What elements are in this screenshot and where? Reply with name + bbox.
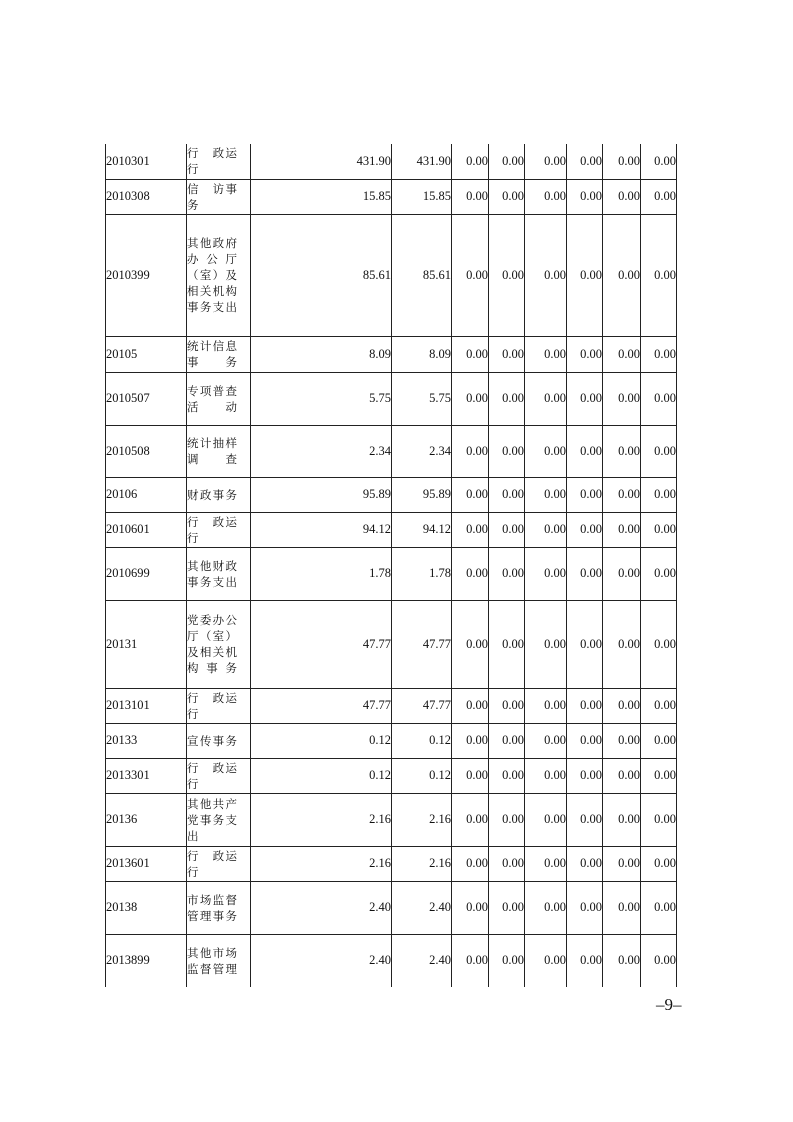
basic-expenditure-cell: 2.16 bbox=[392, 846, 452, 881]
amount-cell: 0.00 bbox=[567, 372, 603, 425]
subject-code-cell: 20131 bbox=[106, 600, 187, 688]
subject-name-text: 专项普查活动 bbox=[187, 383, 237, 414]
amount-cell: 0.00 bbox=[641, 336, 677, 372]
subject-name-text: 行 政运行 bbox=[187, 760, 237, 791]
amount-cell: 0.00 bbox=[525, 179, 567, 214]
amount-cell: 0.00 bbox=[452, 793, 489, 846]
amount-cell: 0.00 bbox=[489, 600, 525, 688]
amount-cell: 0.00 bbox=[641, 425, 677, 477]
amount-cell: 0.00 bbox=[603, 425, 641, 477]
amount-cell: 0.00 bbox=[641, 477, 677, 512]
subject-name-text: 其他共产党事务支出 bbox=[187, 796, 237, 843]
amount-cell: 0.00 bbox=[567, 881, 603, 934]
total-cell: 47.77 bbox=[251, 688, 392, 723]
table-row bbox=[106, 688, 677, 723]
amount-cell: 0.00 bbox=[567, 688, 603, 723]
amount-cell: 0.00 bbox=[641, 512, 677, 547]
amount-cell: 0.00 bbox=[525, 723, 567, 758]
amount-cell: 0.00 bbox=[641, 372, 677, 425]
amount-cell: 0.00 bbox=[603, 934, 641, 987]
amount-cell: 0.00 bbox=[567, 793, 603, 846]
basic-expenditure-cell: 0.12 bbox=[392, 723, 452, 758]
subject-name-text: 行 政运行 bbox=[187, 690, 237, 721]
amount-cell: 0.00 bbox=[567, 214, 603, 336]
total-cell: 2.40 bbox=[251, 881, 392, 934]
page-number: –9– bbox=[656, 995, 682, 1014]
amount-cell: 0.00 bbox=[525, 336, 567, 372]
amount-cell: 0.00 bbox=[525, 144, 567, 179]
amount-cell: 0.00 bbox=[641, 846, 677, 881]
subject-name-cell bbox=[187, 793, 251, 846]
amount-cell: 0.00 bbox=[452, 336, 489, 372]
amount-cell: 0.00 bbox=[567, 512, 603, 547]
subject-name-cell bbox=[187, 372, 251, 425]
subject-code-cell: 2010507 bbox=[106, 372, 187, 425]
amount-cell: 0.00 bbox=[525, 881, 567, 934]
subject-code-cell: 2010399 bbox=[106, 214, 187, 336]
subject-code-cell: 20133 bbox=[106, 723, 187, 758]
amount-cell: 0.00 bbox=[452, 688, 489, 723]
amount-cell: 0.00 bbox=[452, 477, 489, 512]
total-cell: 0.12 bbox=[251, 723, 392, 758]
total-cell: 95.89 bbox=[251, 477, 392, 512]
table-row bbox=[106, 846, 677, 881]
budget-table bbox=[105, 144, 677, 987]
total-cell: 2.40 bbox=[251, 934, 392, 987]
table-row bbox=[106, 547, 677, 600]
total-cell: 431.90 bbox=[251, 144, 392, 179]
table-row bbox=[106, 179, 677, 214]
amount-cell: 0.00 bbox=[525, 547, 567, 600]
subject-name-cell bbox=[187, 688, 251, 723]
amount-cell: 0.00 bbox=[489, 477, 525, 512]
amount-cell: 0.00 bbox=[641, 881, 677, 934]
basic-expenditure-cell: 85.61 bbox=[392, 214, 452, 336]
amount-cell: 0.00 bbox=[641, 144, 677, 179]
total-cell: 15.85 bbox=[251, 179, 392, 214]
subject-name-cell bbox=[187, 144, 251, 179]
subject-name-text: 行 政运行 bbox=[187, 514, 237, 545]
amount-cell: 0.00 bbox=[489, 214, 525, 336]
subject-code-cell: 2013101 bbox=[106, 688, 187, 723]
subject-name-text: 统计信息事务 bbox=[187, 339, 237, 369]
amount-cell: 0.00 bbox=[567, 723, 603, 758]
subject-name-cell bbox=[187, 846, 251, 881]
subject-name-text: 市场监督管理事务 bbox=[187, 892, 237, 923]
basic-expenditure-cell: 15.85 bbox=[392, 179, 452, 214]
amount-cell: 0.00 bbox=[489, 547, 525, 600]
amount-cell: 0.00 bbox=[603, 793, 641, 846]
table-row bbox=[106, 881, 677, 934]
amount-cell: 0.00 bbox=[452, 600, 489, 688]
amount-cell: 0.00 bbox=[603, 846, 641, 881]
subject-name-text: 行 政运行 bbox=[187, 848, 237, 879]
amount-cell: 0.00 bbox=[641, 179, 677, 214]
basic-expenditure-cell: 47.77 bbox=[392, 688, 452, 723]
amount-cell: 0.00 bbox=[603, 477, 641, 512]
subject-name-cell bbox=[187, 425, 251, 477]
subject-name-cell bbox=[187, 758, 251, 793]
subject-name-text: 财政事务 bbox=[187, 487, 237, 502]
subject-name-text: 其他财政事务支出 bbox=[187, 558, 237, 589]
table-row bbox=[106, 425, 677, 477]
amount-cell: 0.00 bbox=[452, 512, 489, 547]
amount-cell: 0.00 bbox=[489, 758, 525, 793]
amount-cell: 0.00 bbox=[567, 934, 603, 987]
amount-cell: 0.00 bbox=[641, 547, 677, 600]
table-row bbox=[106, 793, 677, 846]
subject-name-cell bbox=[187, 934, 251, 987]
total-cell: 85.61 bbox=[251, 214, 392, 336]
amount-cell: 0.00 bbox=[567, 477, 603, 512]
amount-cell: 0.00 bbox=[603, 881, 641, 934]
amount-cell: 0.00 bbox=[525, 600, 567, 688]
amount-cell: 0.00 bbox=[452, 723, 489, 758]
table-row bbox=[106, 600, 677, 688]
amount-cell: 0.00 bbox=[603, 144, 641, 179]
amount-cell: 0.00 bbox=[641, 793, 677, 846]
amount-cell: 0.00 bbox=[525, 372, 567, 425]
subject-code-cell: 2013601 bbox=[106, 846, 187, 881]
basic-expenditure-cell: 2.16 bbox=[392, 793, 452, 846]
amount-cell: 0.00 bbox=[603, 336, 641, 372]
subject-code-cell: 2010508 bbox=[106, 425, 187, 477]
amount-cell: 0.00 bbox=[489, 512, 525, 547]
amount-cell: 0.00 bbox=[489, 688, 525, 723]
amount-cell: 0.00 bbox=[567, 846, 603, 881]
amount-cell: 0.00 bbox=[641, 934, 677, 987]
amount-cell: 0.00 bbox=[603, 214, 641, 336]
total-cell: 5.75 bbox=[251, 372, 392, 425]
total-cell: 47.77 bbox=[251, 600, 392, 688]
basic-expenditure-cell: 95.89 bbox=[392, 477, 452, 512]
subject-name-cell bbox=[187, 179, 251, 214]
amount-cell: 0.00 bbox=[525, 688, 567, 723]
amount-cell: 0.00 bbox=[452, 214, 489, 336]
basic-expenditure-cell: 2.40 bbox=[392, 881, 452, 934]
table-row bbox=[106, 336, 677, 372]
subject-name-cell bbox=[187, 214, 251, 336]
amount-cell: 0.00 bbox=[525, 425, 567, 477]
amount-cell: 0.00 bbox=[525, 477, 567, 512]
amount-cell: 0.00 bbox=[489, 425, 525, 477]
amount-cell: 0.00 bbox=[525, 793, 567, 846]
amount-cell: 0.00 bbox=[452, 881, 489, 934]
total-cell: 0.12 bbox=[251, 758, 392, 793]
subject-name-text: 宣传事务 bbox=[187, 733, 237, 748]
total-cell: 2.16 bbox=[251, 846, 392, 881]
subject-name-cell bbox=[187, 723, 251, 758]
amount-cell: 0.00 bbox=[452, 144, 489, 179]
table-body bbox=[106, 144, 677, 987]
subject-code-cell: 2010301 bbox=[106, 144, 187, 179]
basic-expenditure-cell: 2.34 bbox=[392, 425, 452, 477]
amount-cell: 0.00 bbox=[603, 512, 641, 547]
subject-code-cell: 2013899 bbox=[106, 934, 187, 987]
amount-cell: 0.00 bbox=[641, 214, 677, 336]
basic-expenditure-cell: 94.12 bbox=[392, 512, 452, 547]
amount-cell: 0.00 bbox=[603, 600, 641, 688]
subject-code-cell: 20136 bbox=[106, 793, 187, 846]
table-row bbox=[106, 934, 677, 987]
amount-cell: 0.00 bbox=[489, 372, 525, 425]
amount-cell: 0.00 bbox=[603, 547, 641, 600]
amount-cell: 0.00 bbox=[567, 179, 603, 214]
amount-cell: 0.00 bbox=[489, 793, 525, 846]
amount-cell: 0.00 bbox=[603, 723, 641, 758]
amount-cell: 0.00 bbox=[567, 144, 603, 179]
total-cell: 2.34 bbox=[251, 425, 392, 477]
amount-cell: 0.00 bbox=[452, 846, 489, 881]
subject-name-cell bbox=[187, 881, 251, 934]
basic-expenditure-cell: 431.90 bbox=[392, 144, 452, 179]
basic-expenditure-cell: 0.12 bbox=[392, 758, 452, 793]
amount-cell: 0.00 bbox=[567, 336, 603, 372]
subject-name-text: 信 访事务 bbox=[187, 181, 237, 212]
subject-code-cell: 20106 bbox=[106, 477, 187, 512]
table-row bbox=[106, 723, 677, 758]
subject-name-cell bbox=[187, 512, 251, 547]
amount-cell: 0.00 bbox=[452, 758, 489, 793]
amount-cell: 0.00 bbox=[641, 723, 677, 758]
subject-name-cell bbox=[187, 336, 251, 372]
table-row bbox=[106, 144, 677, 179]
amount-cell: 0.00 bbox=[452, 425, 489, 477]
amount-cell: 0.00 bbox=[567, 425, 603, 477]
subject-name-cell bbox=[187, 600, 251, 688]
amount-cell: 0.00 bbox=[641, 688, 677, 723]
amount-cell: 0.00 bbox=[489, 846, 525, 881]
amount-cell: 0.00 bbox=[641, 600, 677, 688]
amount-cell: 0.00 bbox=[489, 881, 525, 934]
total-cell: 8.09 bbox=[251, 336, 392, 372]
total-cell: 2.16 bbox=[251, 793, 392, 846]
amount-cell: 0.00 bbox=[489, 934, 525, 987]
amount-cell: 0.00 bbox=[525, 512, 567, 547]
amount-cell: 0.00 bbox=[567, 758, 603, 793]
amount-cell: 0.00 bbox=[603, 372, 641, 425]
subject-name-text: 行 政运行 bbox=[187, 146, 237, 177]
total-cell: 94.12 bbox=[251, 512, 392, 547]
basic-expenditure-cell: 8.09 bbox=[392, 336, 452, 372]
table-row bbox=[106, 477, 677, 512]
amount-cell: 0.00 bbox=[525, 758, 567, 793]
basic-expenditure-cell: 1.78 bbox=[392, 547, 452, 600]
amount-cell: 0.00 bbox=[489, 179, 525, 214]
amount-cell: 0.00 bbox=[452, 934, 489, 987]
amount-cell: 0.00 bbox=[452, 179, 489, 214]
amount-cell: 0.00 bbox=[489, 144, 525, 179]
table-row bbox=[106, 214, 677, 336]
basic-expenditure-cell: 5.75 bbox=[392, 372, 452, 425]
amount-cell: 0.00 bbox=[603, 688, 641, 723]
subject-name-cell bbox=[187, 547, 251, 600]
amount-cell: 0.00 bbox=[525, 934, 567, 987]
amount-cell: 0.00 bbox=[452, 547, 489, 600]
basic-expenditure-cell: 47.77 bbox=[392, 600, 452, 688]
subject-code-cell: 20105 bbox=[106, 336, 187, 372]
amount-cell: 0.00 bbox=[489, 336, 525, 372]
amount-cell: 0.00 bbox=[641, 758, 677, 793]
amount-cell: 0.00 bbox=[489, 723, 525, 758]
amount-cell: 0.00 bbox=[567, 600, 603, 688]
subject-code-cell: 20138 bbox=[106, 881, 187, 934]
amount-cell: 0.00 bbox=[567, 547, 603, 600]
table-row bbox=[106, 512, 677, 547]
subject-code-cell: 2010601 bbox=[106, 512, 187, 547]
subject-name-text: 其他政府办公厅（室）及相关机构事务支出 bbox=[187, 236, 237, 314]
subject-name-text: 其他市场监督管理 bbox=[187, 945, 237, 976]
total-cell: 1.78 bbox=[251, 547, 392, 600]
subject-name-text: 统计抽样调查 bbox=[187, 436, 237, 466]
subject-code-cell: 2010699 bbox=[106, 547, 187, 600]
subject-name-cell bbox=[187, 477, 251, 512]
table-row bbox=[106, 372, 677, 425]
amount-cell: 0.00 bbox=[603, 758, 641, 793]
subject-name-text: 党委办公厅（室）及相关机构事务 bbox=[187, 613, 237, 675]
subject-code-cell: 2013301 bbox=[106, 758, 187, 793]
amount-cell: 0.00 bbox=[525, 214, 567, 336]
basic-expenditure-cell: 2.40 bbox=[392, 934, 452, 987]
amount-cell: 0.00 bbox=[525, 846, 567, 881]
amount-cell: 0.00 bbox=[452, 372, 489, 425]
amount-cell: 0.00 bbox=[603, 179, 641, 214]
table-row bbox=[106, 758, 677, 793]
subject-code-cell: 2010308 bbox=[106, 179, 187, 214]
